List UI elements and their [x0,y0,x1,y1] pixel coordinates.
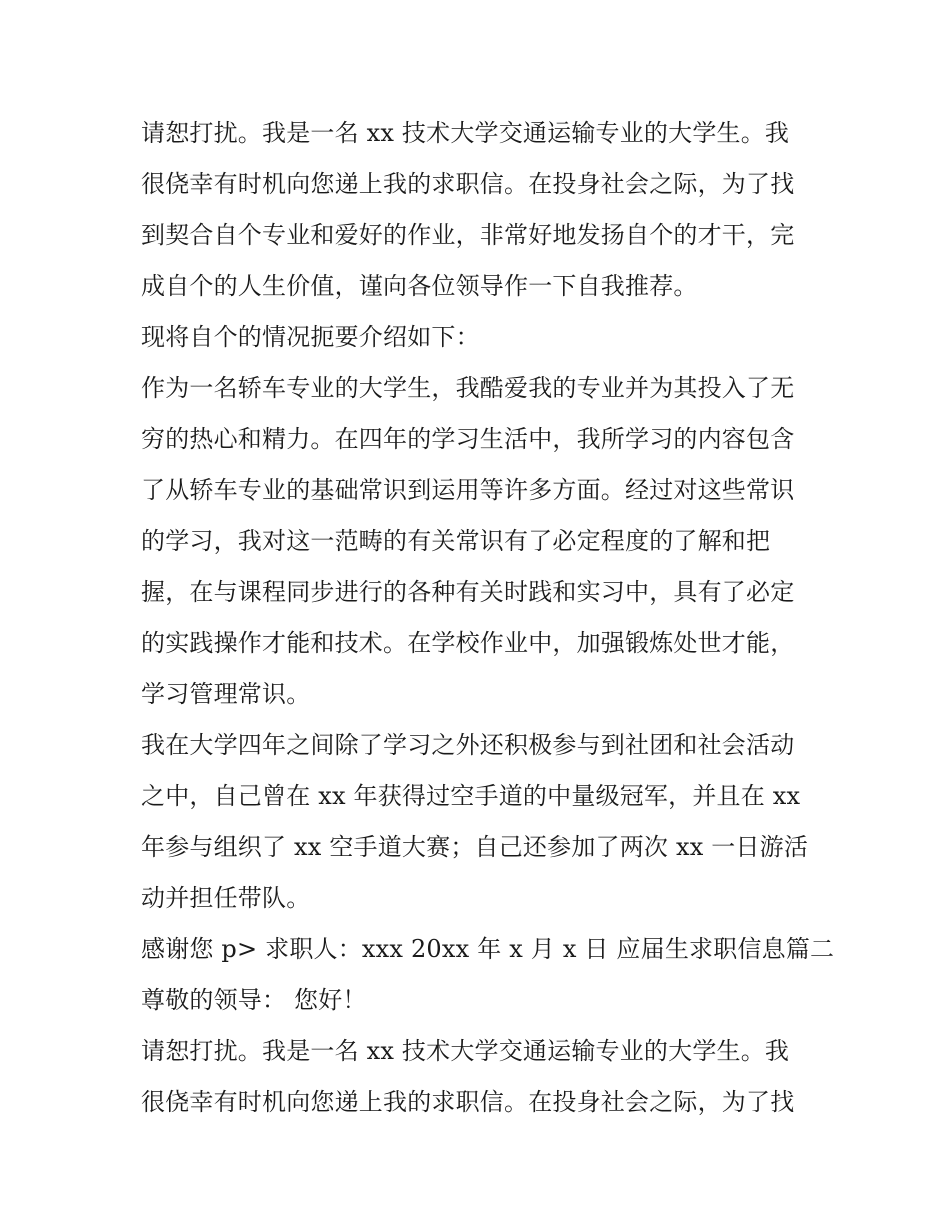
text-line: 成自个的人生价值，谨向各位领导作一下自我推荐。 [141,272,698,300]
text-line: 了从轿车专业的基础常识到运用等许多方面。经过对这些常识 [141,476,795,504]
text-line: 到契合自个专业和爱好的作业，非常好地发扬自个的才干，完 [141,221,795,249]
text-line: 很侥幸有时机向您递上我的求职信。在投身社会之际，为了找 [141,170,795,198]
text-line: 尊敬的领导： 您好！ [141,986,367,1014]
text-line: 年参与组织了 xx 空手道大赛；自己还参加了两次 xx 一日游活 [141,833,809,861]
text-line: 动并担任带队。 [141,884,311,912]
text-line: 我在大学四年之间除了学习之外还积极参与到社团和社会活动 [141,731,795,759]
text-line: 请恕打扰。我是一名 xx 技术大学交通运输专业的大学生。我 [141,119,790,147]
text-line: 感谢您 p> 求职人：xxx 20xx 年 x 月 x 日 应届生求职信息篇二 [141,935,835,963]
text-line: 握，在与课程同步进行的各种有关时践和实习中，具有了必定 [141,578,795,606]
text-line: 学习管理常识。 [141,680,311,708]
text-line: 穷的热心和精力。在四年的学习生活中，我所学习的内容包含 [141,425,795,453]
letter-body [141,108,835,1128]
text-line: 的实践操作才能和技术。在学校作业中，加强锻炼处世才能， [141,629,795,657]
text-line: 请恕打扰。我是一名 xx 技术大学交通运输专业的大学生。我 [141,1037,790,1065]
text-line: 之中，自己曾在 xx 年获得过空手道的中量级冠军，并且在 xx [141,782,801,810]
text-line: 的学习，我对这一范畴的有关常识有了必定程度的了解和把 [141,527,771,555]
text-line: 现将自个的情况扼要介绍如下： [141,323,480,351]
text-line: 很侥幸有时机向您递上我的求职信。在投身社会之际，为了找 [141,1088,795,1116]
text-line: 作为一名轿车专业的大学生，我酷爱我的专业并为其投入了无 [141,374,795,402]
